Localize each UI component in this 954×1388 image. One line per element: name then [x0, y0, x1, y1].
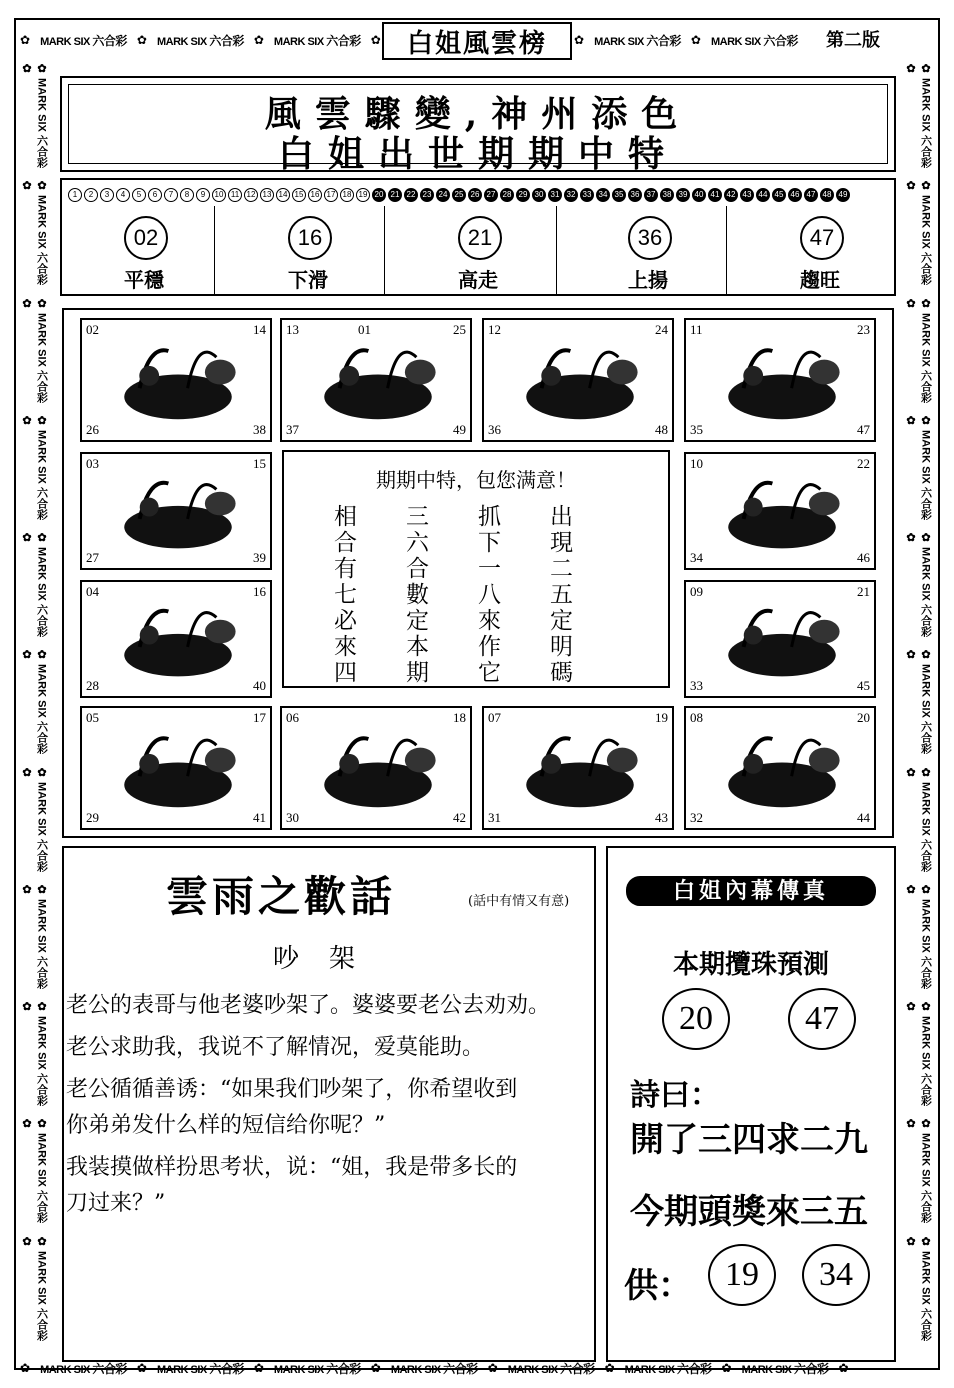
card-number: 20 — [857, 710, 870, 725]
card-number: 01 — [358, 322, 371, 337]
brand-mark: MARK SIX — [710, 35, 761, 48]
poem-char: 來 — [334, 634, 357, 660]
flower-icon: ✿ — [370, 1361, 381, 1375]
card-number: 17 — [253, 710, 266, 725]
small-number: 8 — [180, 188, 194, 202]
small-number: 43 — [740, 188, 754, 202]
story-title: 雲雨之歡話 — [166, 872, 397, 921]
poem-char: 來 — [478, 608, 501, 634]
picture-card — [482, 706, 674, 830]
card-number: 44 — [857, 810, 870, 825]
card-number: 37 — [286, 422, 299, 437]
small-number: 6 — [148, 188, 162, 202]
card-number: 23 — [857, 322, 870, 337]
small-number: 36 — [628, 188, 642, 202]
brand-mark: MARK SIX — [741, 1363, 792, 1376]
card-number: 41 — [253, 810, 266, 825]
flower-icon: ✿ — [487, 1361, 498, 1375]
brand-mark: MARK SIX — [507, 1363, 558, 1376]
poem-char: 定 — [406, 608, 429, 634]
supply-number: 34 — [802, 1244, 870, 1306]
card-number: 46 — [857, 550, 870, 565]
brand-mark: MARK SIX — [273, 35, 324, 48]
card-number: 04 — [86, 584, 99, 599]
flower-icon: ✿ — [136, 33, 147, 47]
poem-char: 二 — [550, 556, 573, 582]
pick-number: 16 — [288, 216, 332, 260]
tip-predict-label: 本期攬珠預測 — [672, 949, 829, 979]
small-number: 44 — [756, 188, 770, 202]
tip-poem-line-2: 今期頭獎來三五 — [630, 1193, 868, 1231]
bottom-brand-strip — [20, 1356, 920, 1380]
brand-mark: MARK SIX — [156, 1363, 207, 1376]
vertical-brand-text: ✿ MARK SIX 六合彩 ✿ — [904, 531, 932, 637]
pick-number: 47 — [800, 216, 844, 260]
small-number: 23 — [420, 188, 434, 202]
page-title: 白姐風雲榜 — [382, 22, 572, 60]
small-number: 14 — [276, 188, 290, 202]
ink-painting-image — [686, 582, 878, 700]
card-number: 39 — [253, 550, 266, 565]
pick-word: 趨旺 — [800, 268, 840, 292]
vertical-brand-text: ✿ MARK SIX 六合彩 ✿ — [904, 62, 932, 168]
vertical-brand-text: ✿ MARK SIX 六合彩 ✿ — [904, 1117, 932, 1224]
card-number: 09 — [690, 584, 703, 599]
card-number: 29 — [86, 810, 99, 825]
brand-mark: MARK SIX — [40, 1363, 90, 1376]
vertical-brand-text: ✿ MARK SIX 六合彩 ✿ — [904, 413, 932, 520]
flower-icon: ✿ — [838, 1361, 849, 1375]
card-number: 48 — [655, 422, 668, 437]
card-number: 32 — [690, 810, 703, 825]
small-number: 38 — [660, 188, 674, 202]
brand-mark: MARK SIX — [156, 35, 207, 48]
number-picks-box — [60, 178, 896, 296]
card-number: 03 — [86, 456, 99, 471]
card-number: 14 — [253, 322, 266, 337]
picture-card — [80, 580, 272, 698]
poem-char: 期 — [406, 660, 429, 686]
card-number: 27 — [86, 550, 99, 565]
headline-line-1: 風雲驟變,神州添色 — [264, 93, 692, 135]
card-number: 22 — [857, 456, 870, 471]
pick-word: 平穩 — [124, 268, 164, 292]
card-number: 38 — [253, 422, 266, 437]
poem-char: 七 — [334, 582, 357, 608]
picture-card — [280, 706, 472, 830]
card-number: 08 — [690, 710, 703, 725]
brand-cn: 六合彩 — [793, 1361, 829, 1376]
headline-box — [60, 76, 896, 175]
small-number: 17 — [324, 188, 338, 202]
poem-title: 期期中特，包您满意！ — [376, 468, 576, 492]
vertical-brand-text: ✿ MARK SIX 六合彩 ✿ — [20, 1117, 48, 1224]
picture-card — [80, 318, 272, 442]
brand-cn: 六合彩 — [92, 33, 127, 48]
brand-cn: 六合彩 — [677, 1361, 712, 1376]
flower-icon: ✿ — [370, 33, 381, 47]
small-number: 24 — [436, 188, 450, 202]
story-line: 刀过来？” — [66, 1191, 166, 1216]
picture-card — [482, 318, 674, 442]
card-number: 43 — [655, 810, 668, 825]
card-number: 18 — [453, 710, 466, 725]
brand-cn: 六合彩 — [646, 33, 681, 48]
picture-card — [684, 318, 876, 442]
poem-char: 碼 — [550, 660, 573, 686]
small-number: 4 — [116, 188, 130, 202]
card-number: 26 — [86, 422, 99, 437]
picture-card — [80, 452, 272, 570]
divider — [384, 206, 385, 294]
small-number-row — [68, 188, 850, 202]
brand-cn: 六合彩 — [92, 1361, 127, 1376]
small-number: 39 — [676, 188, 690, 202]
card-number: 10 — [690, 456, 703, 471]
poem-char: 相 — [334, 504, 357, 530]
vertical-brand-text: ✿ MARK SIX 六合彩 ✿ — [904, 765, 932, 872]
small-number: 26 — [468, 188, 482, 202]
poem-char: 數 — [406, 582, 429, 608]
poem-char: 一 — [478, 556, 501, 582]
small-number: 10 — [212, 188, 226, 202]
poem-char: 必 — [334, 608, 357, 634]
vertical-brand-text: ✿ MARK SIX 六合彩 ✿ — [20, 1000, 48, 1107]
ink-painting-image — [82, 454, 274, 572]
card-number: 34 — [690, 550, 703, 565]
brand-cn: 六合彩 — [209, 1361, 244, 1376]
flower-icon: ✿ — [574, 33, 585, 47]
poem-char: 六 — [406, 530, 429, 556]
brand-mark: MARK SIX — [624, 1363, 675, 1376]
small-number: 37 — [644, 188, 658, 202]
poem-char: 三 — [406, 504, 429, 530]
tip-supply-label: 供： — [624, 1267, 692, 1305]
small-number: 34 — [596, 188, 610, 202]
brand-mark: MARK SIX — [594, 35, 644, 48]
brand-mark: MARK SIX — [40, 35, 90, 48]
vertical-brand-text: ✿ MARK SIX 六合彩 ✿ — [904, 882, 932, 989]
brand-cn: 六合彩 — [560, 1361, 595, 1376]
small-number: 21 — [388, 188, 402, 202]
vertical-brand-text: ✿ MARK SIX 六合彩 ✿ — [20, 648, 48, 755]
card-number: 35 — [690, 422, 703, 437]
poem-char: 抓 — [478, 504, 501, 530]
predict-number: 47 — [788, 988, 856, 1050]
supply-number: 19 — [708, 1244, 776, 1306]
divider — [214, 206, 215, 294]
small-number: 18 — [340, 188, 354, 202]
card-number: 15 — [253, 456, 266, 471]
flower-icon: ✿ — [253, 1361, 264, 1375]
poem-char: 它 — [478, 660, 501, 686]
brand-cn: 六合彩 — [209, 33, 244, 48]
poem-char: 四 — [334, 660, 357, 686]
card-number: 40 — [253, 678, 266, 693]
small-number: 12 — [244, 188, 258, 202]
vertical-brand-text: ✿ MARK SIX 六合彩 ✿ — [904, 296, 932, 403]
poem-char: 本 — [406, 634, 429, 660]
ink-painting-image — [82, 708, 274, 832]
small-number: 25 — [452, 188, 466, 202]
picture-card — [684, 452, 876, 570]
small-number: 1 — [68, 188, 82, 202]
picture-card — [684, 580, 876, 698]
card-number: 07 — [488, 710, 501, 725]
small-number: 48 — [820, 188, 834, 202]
vertical-brand-text: ✿ MARK SIX 六合彩 ✿ — [20, 413, 48, 520]
card-number: 05 — [86, 710, 99, 725]
brand-cn: 六合彩 — [443, 1361, 478, 1376]
poem-char: 明 — [550, 634, 573, 660]
small-number: 28 — [500, 188, 514, 202]
card-number: 02 — [86, 322, 99, 337]
card-number: 36 — [488, 422, 501, 437]
small-number: 7 — [164, 188, 178, 202]
vertical-brand-text: ✿ MARK SIX 六合彩 ✿ — [904, 1234, 932, 1341]
small-number: 35 — [612, 188, 626, 202]
vertical-brand-text: ✿ MARK SIX 六合彩 ✿ — [20, 1234, 48, 1341]
flower-icon: ✿ — [690, 33, 701, 47]
top-brand-strip-right — [574, 28, 814, 52]
ink-painting-image — [82, 582, 274, 700]
divider — [726, 206, 727, 294]
story-line: 你弟弟发什么样的短信给你呢？” — [66, 1113, 386, 1138]
poem-char: 合 — [334, 530, 357, 556]
pick-number: 21 — [458, 216, 502, 260]
poem-box — [282, 450, 670, 688]
pick-word: 上揚 — [628, 268, 668, 292]
card-number: 30 — [286, 810, 299, 825]
poem-char: 有 — [334, 556, 357, 582]
ink-painting-image — [484, 320, 676, 444]
poem-char: 現 — [550, 530, 573, 556]
story-subtitle: (話中有情又有意) — [468, 894, 570, 909]
card-number: 28 — [86, 678, 99, 693]
flower-icon: ✿ — [604, 1361, 615, 1375]
vertical-brand-text: ✿ MARK SIX 六合彩 ✿ — [20, 179, 48, 286]
card-number: 45 — [857, 678, 870, 693]
brand-mark: MARK SIX — [273, 1363, 324, 1376]
small-number: 19 — [356, 188, 370, 202]
poem-char: 出 — [550, 504, 573, 530]
flower-icon: ✿ — [20, 1361, 31, 1375]
small-number: 20 — [372, 188, 386, 202]
divider — [556, 206, 557, 294]
vertical-brand-text: ✿ MARK SIX 六合彩 ✿ — [20, 882, 48, 989]
small-number: 9 — [196, 188, 210, 202]
vertical-brand-text: ✿ MARK SIX 六合彩 ✿ — [20, 296, 48, 403]
ink-painting-image — [82, 320, 274, 444]
small-number: 42 — [724, 188, 738, 202]
tip-box — [606, 846, 896, 1362]
poem-char: 下 — [478, 530, 501, 556]
ink-painting-image — [686, 708, 878, 832]
poem-grid — [334, 498, 622, 686]
small-number: 3 — [100, 188, 114, 202]
top-brand-strip-left — [20, 28, 380, 52]
poem-char: 五 — [550, 582, 573, 608]
brand-cn: 六合彩 — [326, 1361, 361, 1376]
ink-painting-image — [484, 708, 676, 832]
small-number: 40 — [692, 188, 706, 202]
card-number: 49 — [453, 422, 466, 437]
tip-banner: 白姐內幕傳真 — [626, 876, 876, 906]
card-number: 31 — [488, 810, 501, 825]
card-number: 12 — [488, 322, 501, 337]
pick-word: 下滑 — [288, 268, 328, 292]
vertical-brand-text: ✿ MARK SIX 六合彩 ✿ — [904, 1000, 932, 1107]
vertical-brand-text: ✿ MARK SIX 六合彩 ✿ — [20, 62, 48, 168]
poem-char: 八 — [478, 582, 501, 608]
edition-label: 第二版 — [826, 30, 880, 51]
predict-number: 20 — [662, 988, 730, 1050]
picture-card — [80, 706, 272, 830]
small-number: 41 — [708, 188, 722, 202]
small-number: 27 — [484, 188, 498, 202]
small-number: 15 — [292, 188, 306, 202]
flower-icon: ✿ — [20, 33, 31, 47]
small-number: 46 — [788, 188, 802, 202]
tip-poem-line-1: 開了三四求二九 — [630, 1121, 868, 1159]
headline-line-2: 白姐出世期期中特 — [277, 133, 678, 175]
card-number: 42 — [453, 810, 466, 825]
vertical-brand-text: ✿ MARK SIX 六合彩 ✿ — [904, 648, 932, 755]
small-number: 11 — [228, 188, 242, 202]
pick-number: 02 — [124, 216, 168, 260]
tip-poem-label: 詩曰： — [630, 1079, 720, 1112]
brand-mark: MARK SIX — [390, 1363, 441, 1376]
small-number: 31 — [548, 188, 562, 202]
ink-painting-image — [686, 320, 878, 444]
small-number: 13 — [260, 188, 274, 202]
picture-card — [684, 706, 876, 830]
pick-number: 36 — [628, 216, 672, 260]
story-box — [62, 846, 596, 1362]
poem-char: 合 — [406, 556, 429, 582]
small-number: 29 — [516, 188, 530, 202]
small-number: 2 — [84, 188, 98, 202]
story-line: 老公求助我，我说不了解情况，爱莫能助。 — [66, 1035, 485, 1060]
poem-char: 作 — [478, 634, 501, 660]
small-number: 30 — [532, 188, 546, 202]
vertical-brand-text: ✿ MARK SIX 六合彩 ✿ — [904, 179, 932, 286]
card-number: 25 — [453, 322, 466, 337]
small-number: 33 — [580, 188, 594, 202]
story-heading: 吵架 — [272, 944, 385, 974]
small-number: 5 — [132, 188, 146, 202]
card-number: 33 — [690, 678, 703, 693]
small-number: 47 — [804, 188, 818, 202]
poem-char: 定 — [550, 608, 573, 634]
right-brand-strip — [906, 60, 932, 1350]
flower-icon: ✿ — [721, 1361, 732, 1375]
card-number: 11 — [690, 322, 703, 337]
card-number: 13 — [286, 322, 299, 337]
card-number: 06 — [286, 710, 299, 725]
card-number: 21 — [857, 584, 870, 599]
left-brand-strip — [22, 60, 48, 1350]
card-number: 19 — [655, 710, 668, 725]
story-line: 老公循循善诱：“如果我们吵架了，你希望收到 — [66, 1077, 518, 1102]
story-line: 我装摸做样扮思考状，说：“姐，我是带多长的 — [66, 1155, 518, 1180]
ink-painting-image — [282, 320, 474, 444]
brand-cn: 六合彩 — [326, 33, 361, 48]
story-line: 老公的表哥与他老婆吵架了。婆婆要老公去劝劝。 — [66, 993, 551, 1018]
small-number: 22 — [404, 188, 418, 202]
small-number: 16 — [308, 188, 322, 202]
ink-painting-image — [282, 708, 474, 832]
small-number: 45 — [772, 188, 786, 202]
picture-card — [280, 318, 472, 442]
brand-cn: 六合彩 — [763, 33, 798, 48]
flower-icon: ✿ — [253, 33, 264, 47]
vertical-brand-text: ✿ MARK SIX 六合彩 ✿ — [20, 765, 48, 872]
vertical-brand-text: ✿ MARK SIX 六合彩 ✿ — [20, 531, 48, 637]
ink-painting-image — [686, 454, 878, 572]
small-number: 49 — [836, 188, 850, 202]
card-number: 24 — [655, 322, 668, 337]
card-number: 47 — [857, 422, 870, 437]
card-number: 16 — [253, 584, 266, 599]
small-number: 32 — [564, 188, 578, 202]
flower-icon: ✿ — [136, 1361, 147, 1375]
pick-word: 高走 — [458, 268, 498, 292]
